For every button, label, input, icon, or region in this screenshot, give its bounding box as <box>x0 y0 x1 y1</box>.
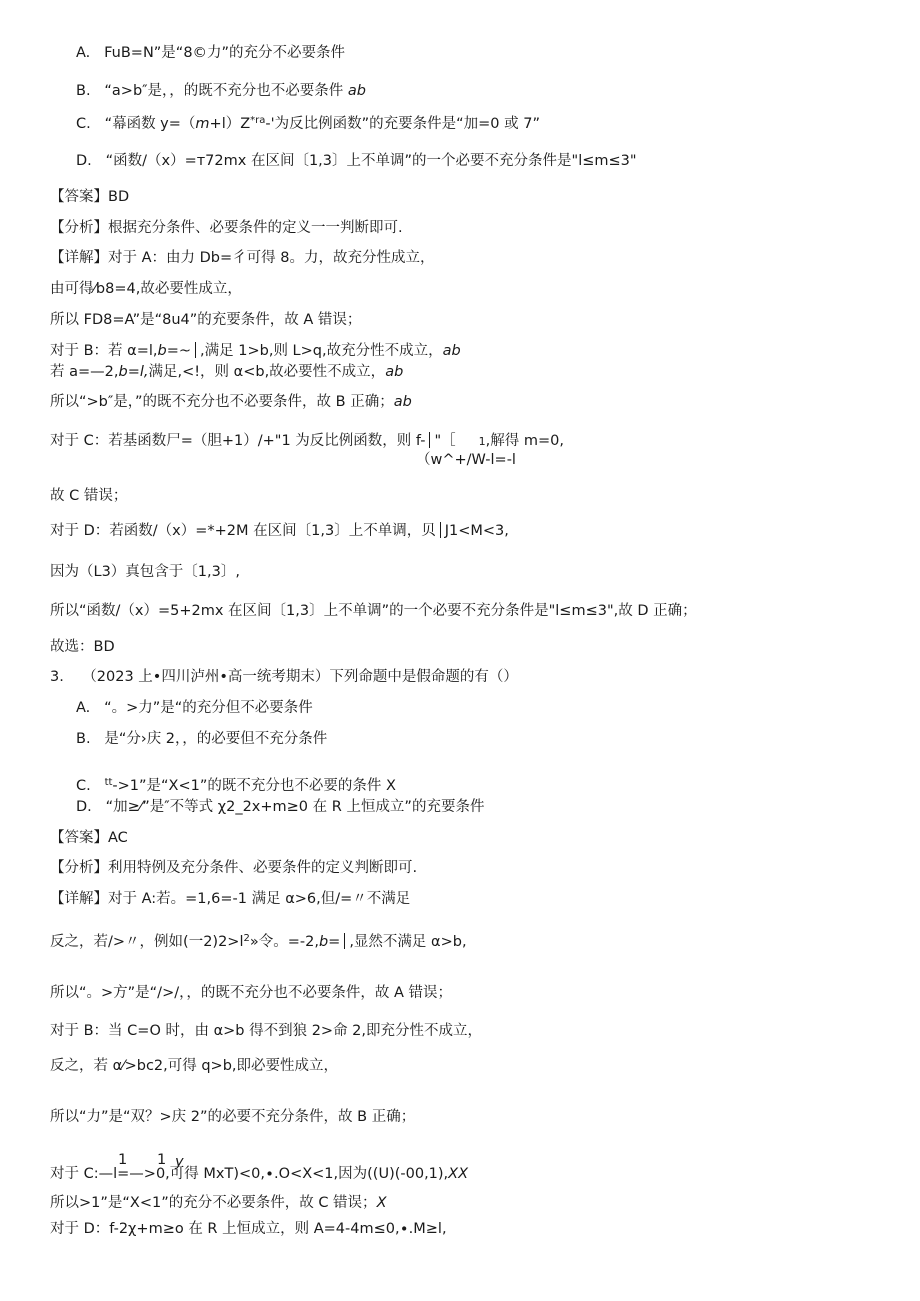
bar-mark <box>429 432 430 448</box>
q2-line-9: 因为（L3）真包含于〔1,3〕, <box>50 564 240 580</box>
text: 所以>1”是“X<1”的充分不必要条件，故 C 错误； <box>50 1195 377 1211</box>
option-label: D. <box>76 153 92 169</box>
option-text: “函数/（x）=т72mx 在区间〔1,3〕上不单调”的一个必要不充分条件是"l≤m≤3" <box>105 153 637 169</box>
text: =~ <box>166 343 192 359</box>
q2-line-8 <box>50 521 509 541</box>
text: 对于 D：若函数/（x）=*+2M 在区间〔1,3〕上不单调，贝 <box>50 523 436 539</box>
fraction-numerator: 1 <box>118 1152 128 1168</box>
analysis-text: 根据充分条件、必要条件的定义一一判断即可. <box>108 220 403 236</box>
option-var-m: m <box>195 116 210 132</box>
q3-line-7 <box>50 1193 387 1213</box>
q2-line-4 <box>50 362 403 382</box>
option-text: “。>力”是“的充分但不必要条件 <box>104 700 313 716</box>
superscript: 2 <box>243 933 250 944</box>
option-label: B. <box>76 731 91 747</box>
q3-line-5: 所以“力”是“双？>庆 2”的必要不充分条件，故 B 正确； <box>50 1109 416 1125</box>
option-label: B. <box>76 83 91 99</box>
text: ,满足 1>b,则 L>q,故充分性不成立， <box>200 343 443 359</box>
tail: X <box>376 1195 387 1211</box>
tail: XX <box>448 1166 469 1182</box>
text: »令。=-2, <box>249 934 319 950</box>
tail: ab <box>393 394 412 410</box>
detail-text: 对于 A：由力 Db=彳可得 8。力，故充分性成立， <box>108 250 435 266</box>
q2-option-c <box>76 114 540 136</box>
q2-option-a <box>76 43 345 63</box>
q3-detail <box>50 889 410 909</box>
question-number: 3. <box>50 669 64 685</box>
q2-answer <box>50 187 129 207</box>
tail: ab <box>442 343 461 359</box>
q3-answer <box>50 828 128 848</box>
var-b: b <box>157 343 167 359</box>
q2-line-6 <box>50 431 564 452</box>
option-label: A. <box>76 700 91 716</box>
option-text: “幕函数 y=（ <box>104 116 196 132</box>
option-text: ->1”是“X<1”的既不充分也不必要的条件 X <box>112 778 396 794</box>
q2-line-1: 由可得⁄b8=4,故必要性成立， <box>50 281 242 297</box>
q2-analysis <box>50 218 403 238</box>
q3-line-8: 对于 D：f-2χ+m≥o 在 R 上恒成立，则 A=4-4m≤0,∙.M≥l, <box>50 1221 447 1237</box>
text: 对于 C：若基函数尸=（胆+1）/+"1 为反比例函数，则 f- <box>50 433 426 449</box>
option-text: “加≥⁄”是″不等式 χ2_2x+m≥0 在 R 上恒成立”的充要条件 <box>105 799 485 815</box>
fraction-numerator: 1 <box>157 1152 167 1168</box>
q3-line-3: 对于 B：当 C=O 时，由 α>b 得不到狼 2>命 2,即充分性不成立， <box>50 1023 483 1039</box>
var-b: b= <box>318 934 341 950</box>
q3-analysis <box>50 858 417 878</box>
text: 反之，若/>〃，例如(一2)2>l <box>50 934 244 950</box>
answer-value: BD <box>108 189 130 205</box>
option-text: FuB=N”是“8©力”的充分不必要条件 <box>104 45 346 61</box>
option-label: C. <box>76 778 91 794</box>
answer-tag: 【答案】 <box>50 830 108 846</box>
q2-option-d <box>76 151 637 171</box>
q2-line-7: 故 C 错误； <box>50 488 128 504</box>
q3-line-4: 反之，若 α⁄>bc2,可得 q>b,即必要性成立， <box>50 1058 339 1074</box>
question-text: （2023 上•四川泸州•高一统考期末）下列命题中是假命题的有（） <box>82 669 518 685</box>
q2-line-2: 所以 FD8=A”是“8u4”的充要条件，故 A 错误； <box>50 312 362 328</box>
option-label: A. <box>76 45 91 61</box>
option-superscript: *ra <box>250 115 266 126</box>
text: 若 a=—2, <box>50 364 119 380</box>
option-superscript: tt <box>104 777 113 788</box>
option-label: D. <box>76 799 92 815</box>
q2-line-11: 故选：BD <box>50 639 115 655</box>
bar-mark <box>344 933 345 949</box>
option-tail: ab <box>347 83 367 99</box>
bar-mark <box>195 342 196 358</box>
analysis-tag: 【分析】 <box>50 220 108 236</box>
subscript: 1 <box>478 435 486 448</box>
q2-line-5 <box>50 392 412 412</box>
q2-line-3 <box>50 341 461 361</box>
var-b: b=l, <box>118 364 149 380</box>
option-text: -'为反比例函数”的充要条件是“加=0 或 7” <box>265 116 540 132</box>
q2-option-b <box>76 81 366 101</box>
text: ,显然不满足 α>b, <box>349 934 467 950</box>
q3-line-1 <box>50 932 467 954</box>
option-text: 是“分›庆 2，，的必要但不充分条件 <box>104 731 328 747</box>
text: "［ <box>434 433 456 449</box>
option-text: “a>b″是，，的既不充分也不必要条件 <box>104 83 344 99</box>
detail-text: 对于 A:若。=1,6=-1 满足 α>6,但/=〃不满足 <box>108 891 411 907</box>
var-y: y <box>175 1154 184 1170</box>
text: 对于 C:—l=—>0,可得 MxT)<0,∙.O<X<1,因为((U)(-00,1), <box>50 1166 449 1182</box>
q3-option-a <box>76 698 313 718</box>
option-text: +l）Z <box>209 116 251 132</box>
text: ,解得 m=0, <box>485 433 564 449</box>
option-label: C. <box>76 116 91 132</box>
q3-option-b <box>76 729 327 749</box>
q3-option-d <box>76 797 484 817</box>
q2-line-10: 所以“函数/（x）=5+2mx 在区间〔1,3〕上不单调”的一个必要不充分条件是"l≤m≤3",故 D 正确； <box>50 603 697 619</box>
analysis-tag: 【分析】 <box>50 860 108 876</box>
q2-line-6-under: （w^+/W-l=-l <box>416 452 516 468</box>
q3-option-c <box>76 776 396 798</box>
text: 所以“>b″是，”的既不充分也不必要条件，故 B 正确； <box>50 394 394 410</box>
detail-tag: 【详解】 <box>50 250 108 266</box>
q3-line-2: 所以“。>方”是“/>/，，的既不充分也不必要条件，故 A 错误； <box>50 985 452 1001</box>
q3-stem <box>50 667 518 687</box>
answer-value: AC <box>108 830 128 846</box>
tail: ab <box>385 364 404 380</box>
text: 满足,<!，则 α<b,故必要性不成立， <box>148 364 386 380</box>
text: J1<M<3, <box>444 523 509 539</box>
q2-detail <box>50 248 435 268</box>
bar-mark <box>440 522 441 538</box>
q3-line-6 <box>50 1164 468 1184</box>
detail-tag: 【详解】 <box>50 891 108 907</box>
answer-tag: 【答案】 <box>50 189 108 205</box>
analysis-text: 利用特例及充分条件、必要条件的定义判断即可. <box>108 860 418 876</box>
text: 对于 B：若 α=l, <box>50 343 158 359</box>
